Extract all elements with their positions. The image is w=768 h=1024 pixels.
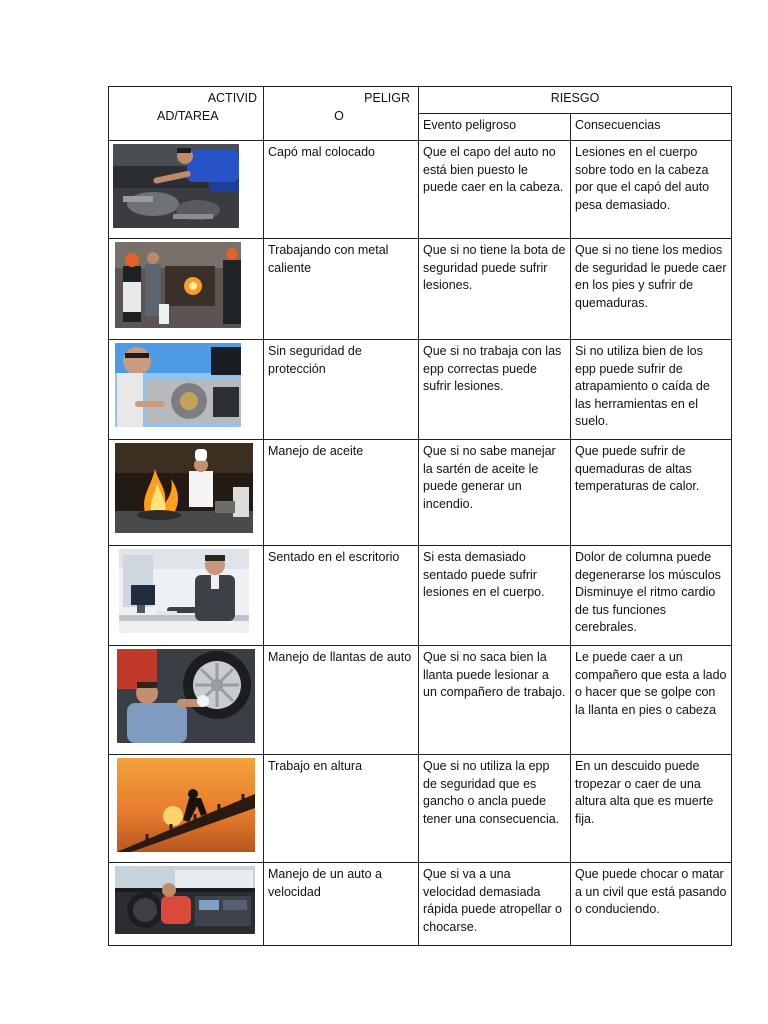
consecuencias-cell: Que puede sufrir de quemaduras de altas temperaturas de calor. <box>571 440 732 546</box>
roof-worker-sunset-photo <box>117 758 257 852</box>
table-row <box>109 755 732 863</box>
table-row <box>109 340 732 440</box>
peligro-cell: Manejo de aceite <box>264 440 419 546</box>
photo-cell <box>109 440 264 546</box>
evento-cell: Que si no saca bien la llanta puede lesionar a un compañero de trabajo. <box>419 646 571 755</box>
photo-cell <box>109 646 264 755</box>
header-actividad <box>109 87 264 141</box>
table-row <box>109 239 732 340</box>
header-row-1 <box>109 87 732 114</box>
evento-cell: Que si no sabe manejar la sartén de aceite le puede generar un incendio. <box>419 440 571 546</box>
consecuencias-cell: Lesiones en el cuerpo sobre todo en la cabeza por que el capó del auto pesa demasiado. <box>571 141 732 239</box>
photo-cell <box>109 141 264 239</box>
evento-cell: Que si va a una velocidad demasiada rápida puede atropellar o chocarse. <box>419 863 571 946</box>
consecuencias-cell: Si no utiliza bien de los epp puede sufrir de atrapamiento o caída de las herramientas en el suelo. <box>571 340 732 440</box>
evento-cell: Que si no tiene la bota de seguridad puede sufrir lesiones. <box>419 239 571 340</box>
office-desk-photo <box>119 549 251 633</box>
peligro-cell: Manejo de llantas de auto <box>264 646 419 755</box>
peligro-cell: Capó mal colocado <box>264 141 419 239</box>
photo-cell <box>109 239 264 340</box>
peligro-cell: Sentado en el escritorio <box>264 546 419 646</box>
foundry-workers-photo <box>115 242 241 328</box>
header-actividad-line1: ACTIVID <box>207 91 257 105</box>
photo-cell <box>109 863 264 946</box>
photo-cell <box>109 755 264 863</box>
header-peligro <box>264 87 419 141</box>
mechanic-engine-photo <box>113 144 239 228</box>
evento-cell: Que el capo del auto no está bien puesto le puede caer en la cabeza. <box>419 141 571 239</box>
consecuencias-cell: Le puede caer a un compañero que esta a lado o hacer que se golpe con la llanta en pies o cabeza <box>571 646 732 755</box>
table-row <box>109 141 732 239</box>
peligro-cell: Sin seguridad de protección <box>264 340 419 440</box>
chef-flame-photo <box>115 443 255 533</box>
tire-change-photo <box>117 649 257 743</box>
table-row <box>109 646 732 755</box>
consecuencias-cell: Dolor de columna puede degenerarse los músculos Disminuye el ritmo cardio de tus funciones cerebrales. <box>571 546 732 646</box>
photo-cell <box>109 340 264 440</box>
bus-driver-photo <box>115 866 255 934</box>
consecuencias-cell: Que si no tiene los medios de seguridad le puede caer en los pies y sufrir de quemaduras. <box>571 239 732 340</box>
table-row <box>109 546 732 646</box>
consecuencias-cell: Que puede chocar o matar a un civil que está pasando o conduciendo. <box>571 863 732 946</box>
evento-cell: Que si no utiliza la epp de seguridad que es gancho o ancla puede tener una consecuencia. <box>419 755 571 863</box>
consecuencias-cell: En un descuido puede tropezar o caer de una altura alta que es muerte fija. <box>571 755 732 863</box>
photo-cell <box>109 546 264 646</box>
lathe-worker-photo <box>115 343 241 427</box>
peligro-cell: Trabajando con metal caliente <box>264 239 419 340</box>
table-row <box>109 863 732 946</box>
header-actividad-line2: AD/TAREA <box>157 108 219 123</box>
header-consecuencias: Consecuencias <box>571 114 732 141</box>
peligro-cell: Trabajo en altura <box>264 755 419 863</box>
table-row <box>109 440 732 546</box>
header-evento: Evento peligroso <box>419 114 571 141</box>
evento-cell: Si esta demasiado sentado puede sufrir lesiones en el cuerpo. <box>419 546 571 646</box>
peligro-cell: Manejo de un auto a velocidad <box>264 863 419 946</box>
header-peligro-line1: PELIGR <box>364 91 410 105</box>
header-peligro-line2: O <box>334 108 344 123</box>
header-riesgo: RIESGO <box>419 87 732 114</box>
evento-cell: Que si no trabaja con las epp correctas puede sufrir lesiones. <box>419 340 571 440</box>
risk-table <box>108 86 732 946</box>
